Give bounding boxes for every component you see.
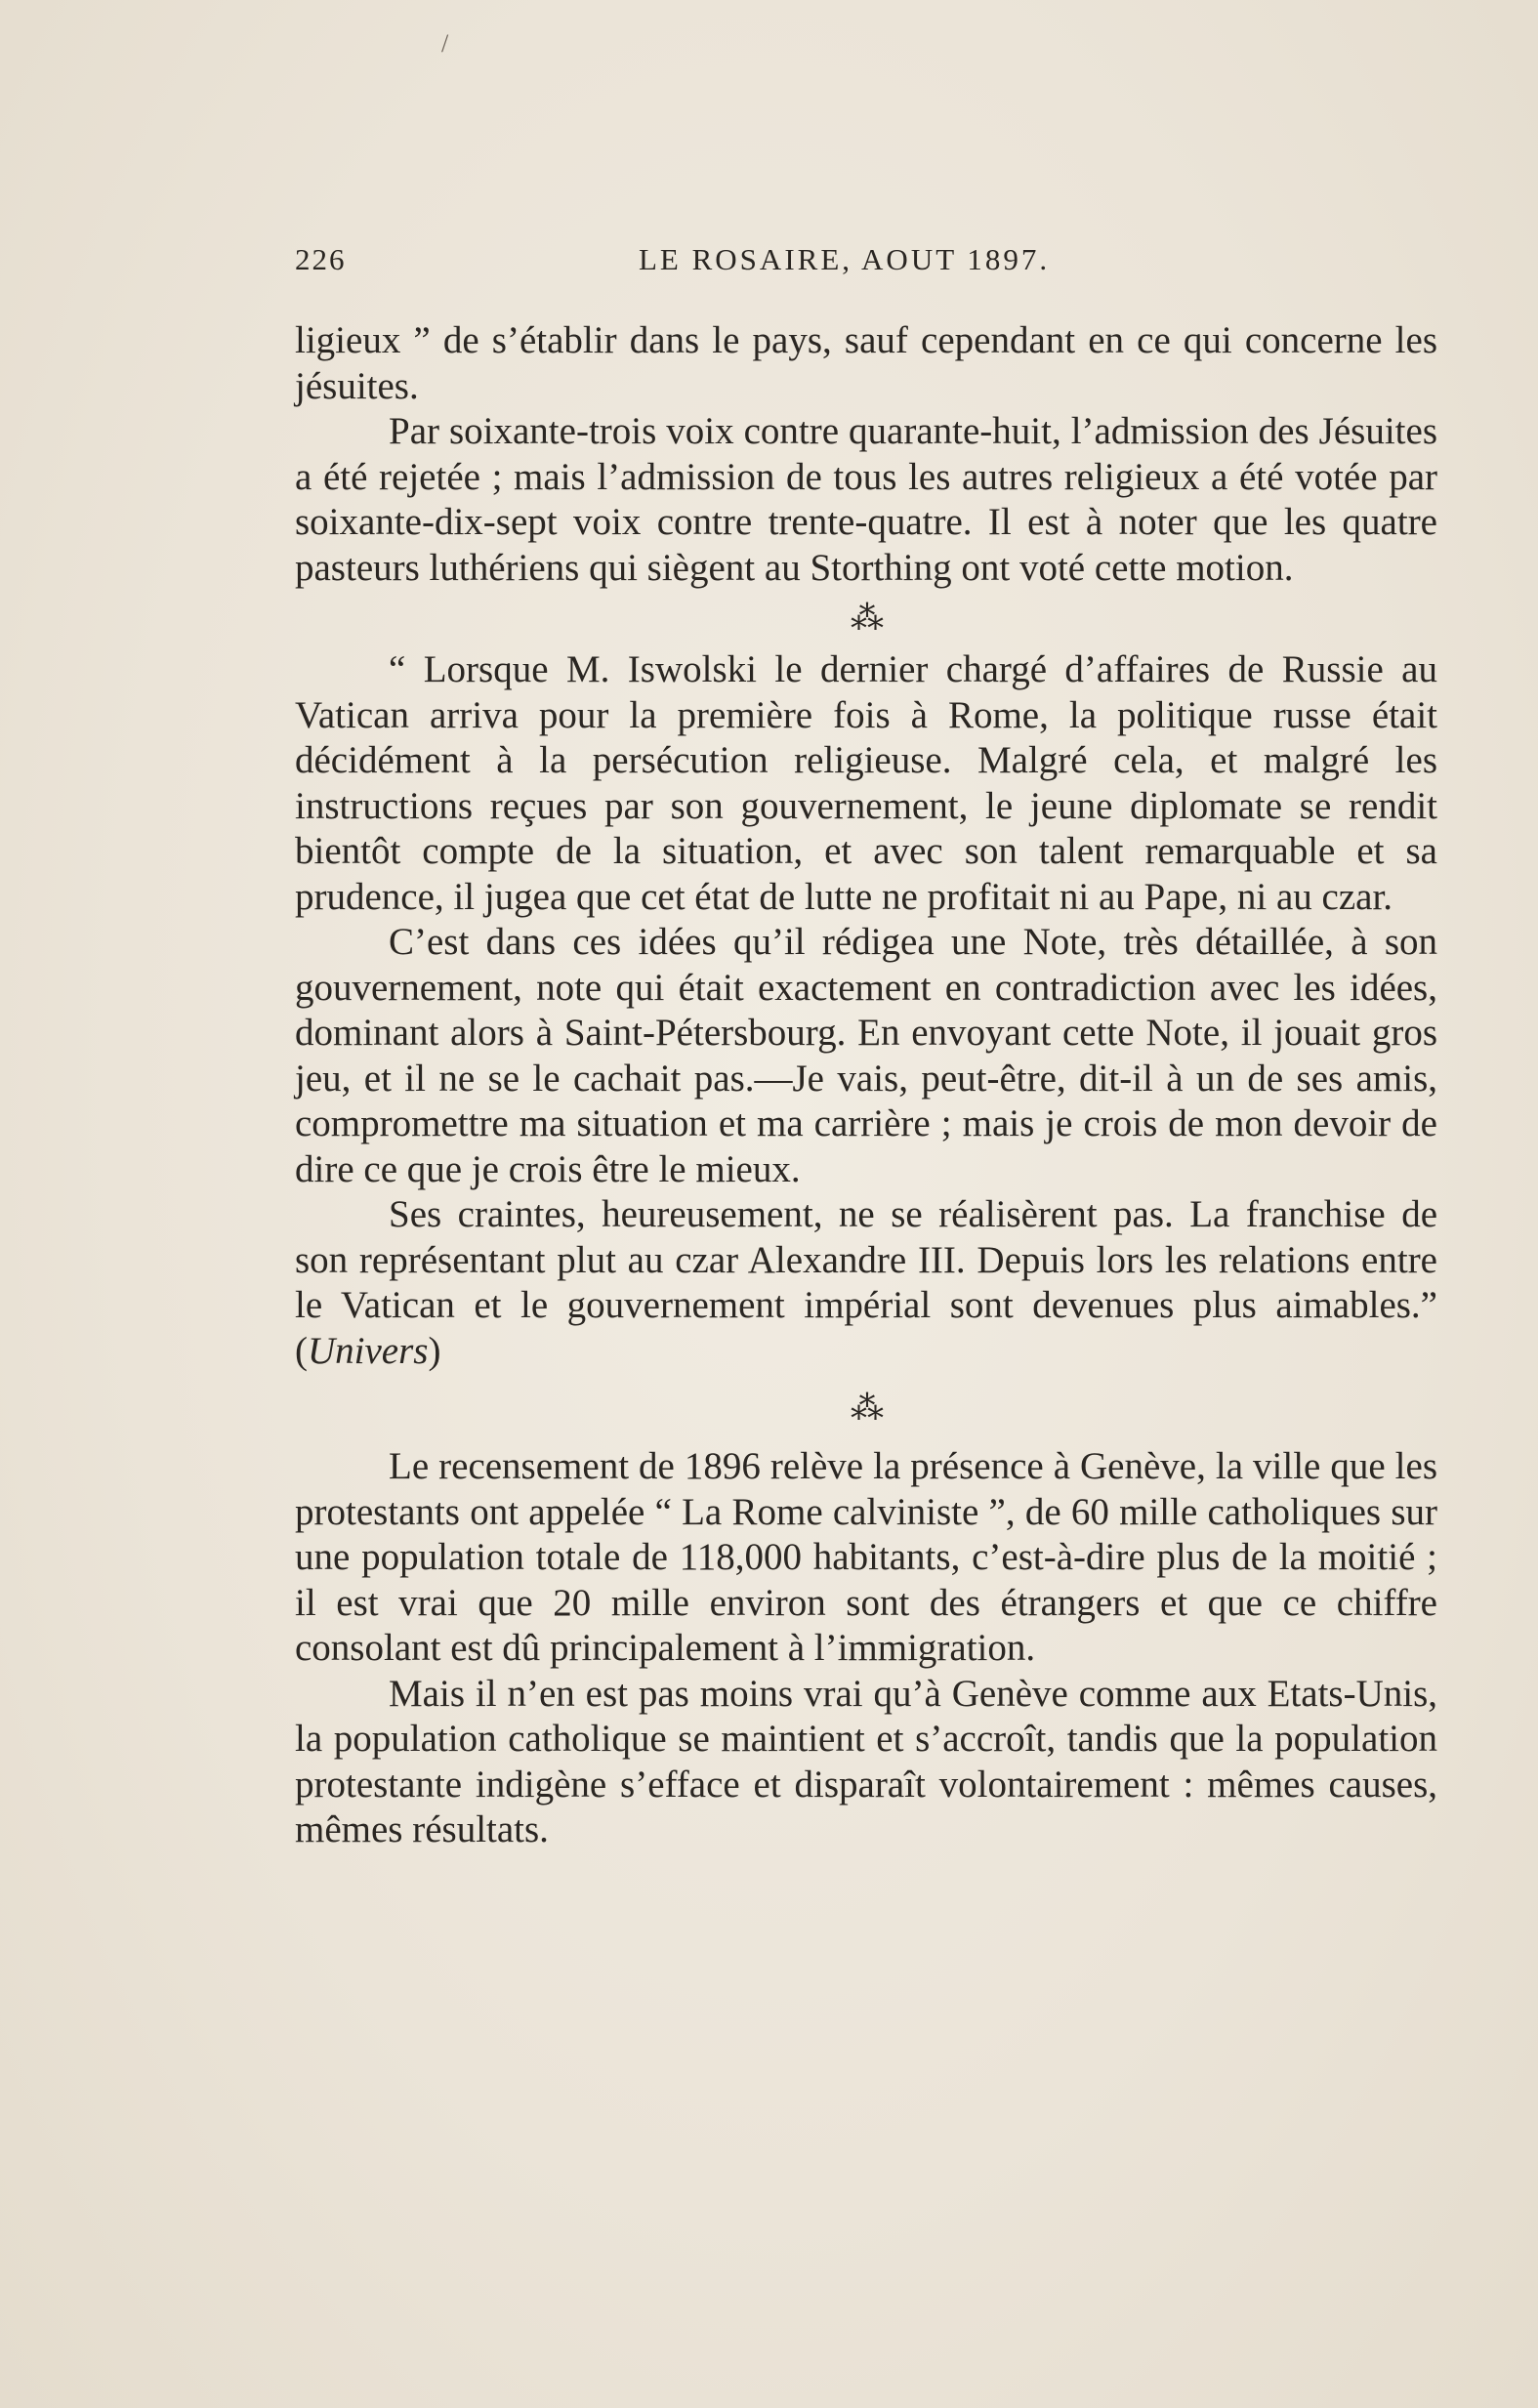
- running-title: LE ROSAIRE, AOUT 1897.: [639, 242, 1051, 276]
- paragraph-note: C’est dans ces idées qu’il rédigea une Note, très détaillée, à son gouvernement, note qui était exactement en contradiction avec les idées, dominant alors à Saint-Pétersbourg. En envoyant cette Note, il jouait gros jeu, et il ne se le cachait pas.—Je vais, peut-être, dit-il à un de ses amis, compromettre ma situation et ma carrière ; mais je crois de mon devoir de dire ce que je crois être le mieux.: [295, 921, 1437, 1190]
- paragraph-continuation: ligieux ” de s’établir dans le pays, sauf cependant en ce qui concerne les jésuites.: [295, 319, 1437, 407]
- paragraph-recensement: Le recensement de 1896 relève la présence à Genève, la ville que les protestants ont appelée “ La Rome calviniste ”, de 60 mille catholiques sur une population totale de 118,000 habitants, c’est-à-dire plus de la moitié ; il est vrai que 20 mille environ sont des étrangers et que ce chiffre consolant est dû principalement à l’immigration.: [295, 1445, 1437, 1669]
- page-header: [295, 242, 1154, 291]
- paragraph-geneve: Mais il n’en est pas moins vrai qu’à Genève comme aux Etats-Unis, la population catholique se maintient et s’accroît, tandis que la population protestante indigène s’efface et disparaît volontairement : mêmes causes, mêmes résultats.: [295, 1672, 1437, 1850]
- paragraph-iswolski: “ Lorsque M. Iswolski le dernier chargé d’affaires de Russie au Vatican arriva pour la première fois à Rome, la politique russe était décidément à la persécution religieuse. Malgré cela, et malgré les instructions reçues par son gouvernement, le jeune diplomate se rendit bientôt compte de la situation, et avec son talent remarquable et sa prudence, il jugea que cet état de lutte ne profitait ni au Pape, ni au czar.: [295, 648, 1437, 918]
- page-number: 226: [295, 242, 347, 276]
- asterism-separator: ⁂: [851, 601, 882, 637]
- paragraph-craintes: [295, 1192, 1437, 1374]
- source-citation: [295, 1330, 440, 1372]
- article-body: [295, 318, 1437, 1853]
- asterism-separator: ⁂: [851, 1391, 882, 1427]
- paragraph-vote: Par soixante-trois voix contre quarante-huit, l’admission des Jésuites a été rejetée ; mais l’admission de tous les autres religieux a été votée par soixante-dix-sept voix contre trente-quatre. Il est à noter que les quatre pasteurs luthériens qui siègent au Storthing ont voté cette motion.: [295, 410, 1437, 589]
- paragraph-craintes-text: Ses craintes, heureusement, ne se réalisèrent pas. La franchise de son représentant plut au czar Alexandre III. Depuis lors les relations entre le Vatican et le gouvernement impérial sont devenues plus aimables.”: [295, 1193, 1437, 1326]
- stray-pen-mark: /: [441, 29, 449, 58]
- source-name: Univers: [308, 1329, 429, 1372]
